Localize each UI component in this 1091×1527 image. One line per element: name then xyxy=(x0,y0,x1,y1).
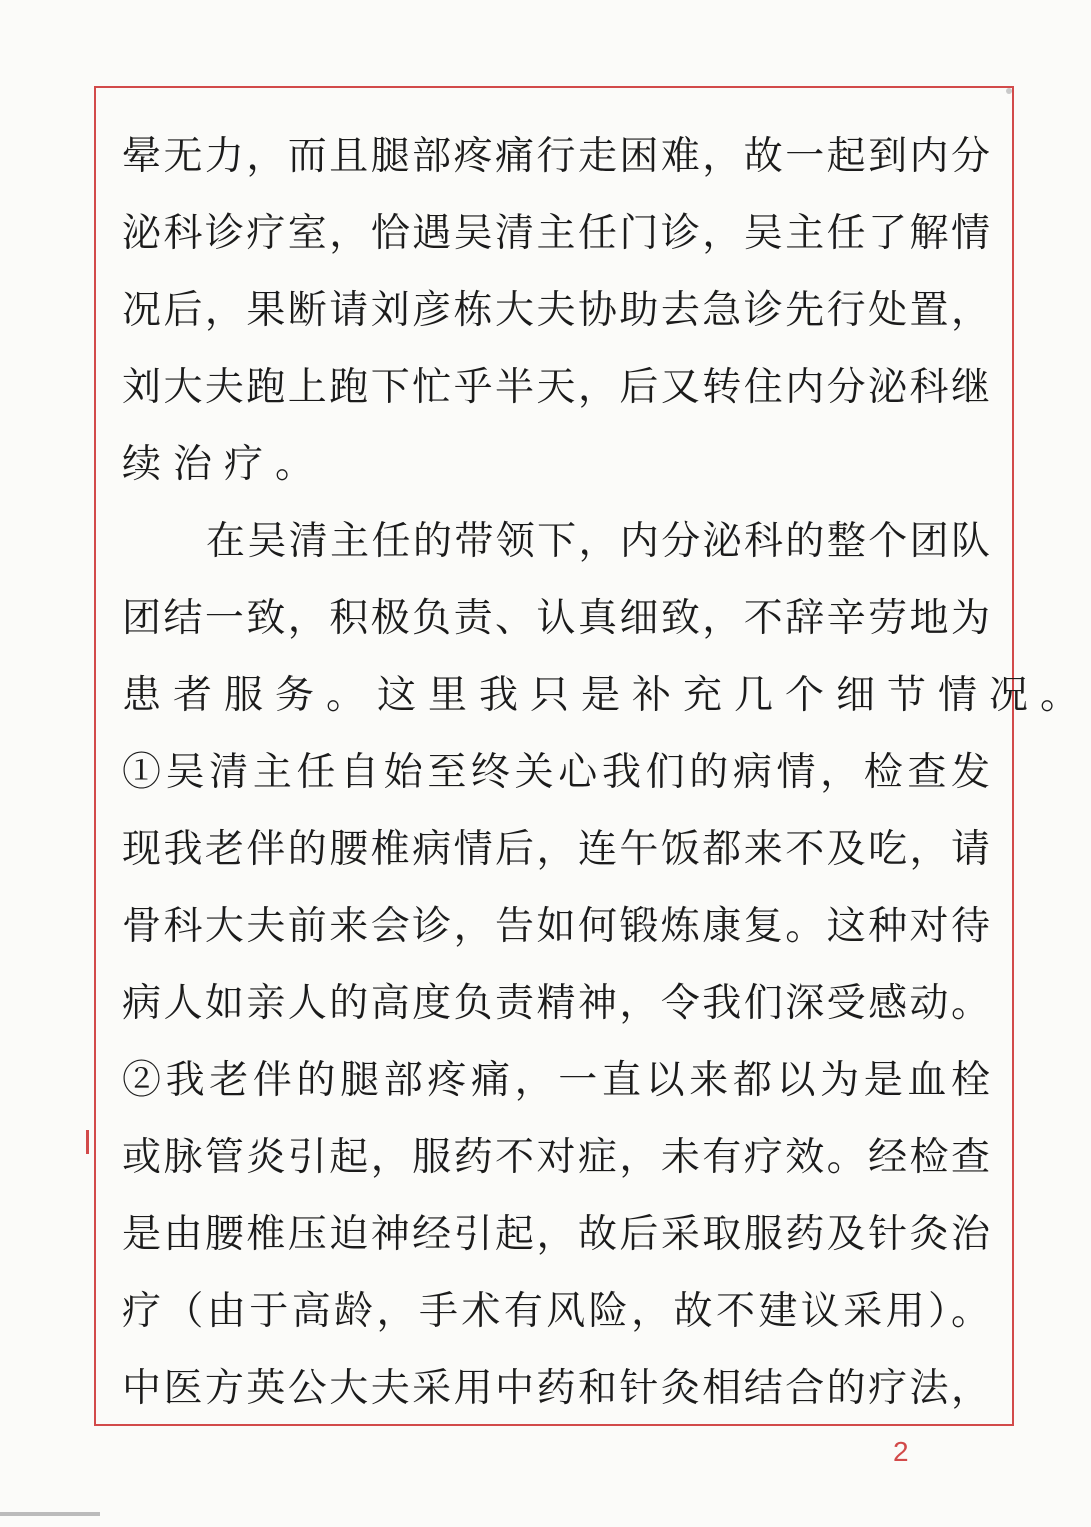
text-line: 是由腰椎压迫神经引起，故后采取服药及针灸治 xyxy=(122,1212,990,1257)
page-number: 2 xyxy=(893,1436,909,1467)
paragraph-start-line: 在吴清主任的带领下，内分泌科的整个团队 xyxy=(206,519,990,564)
text-line: 病人如亲人的高度负责精神，令我们深受感动。 xyxy=(122,981,990,1026)
text-line: 疗（由于高龄，手术有风险，故不建议采用）。 xyxy=(122,1289,990,1334)
handwritten-text-body xyxy=(122,118,1091,1427)
text-line: 刘大夫跑上跑下忙乎半天，后又转住内分泌科继 xyxy=(122,365,990,410)
text-line: 续治疗。 xyxy=(122,442,327,487)
text-line: 况后，果断请刘彦栋大夫协助去急诊先行处置， xyxy=(122,288,990,333)
text-line: 晕无力，而且腿部疼痛行走困难，故一起到内分 xyxy=(122,134,990,179)
numbered-item-line: ①吴清主任自始至终关心我们的病情，检查发 xyxy=(122,750,990,795)
text-line: 泌科诊疗室，恰遇吴清主任门诊，吴主任了解情 xyxy=(122,211,990,256)
frame-margin-tick xyxy=(86,1130,89,1154)
scan-edge-mark xyxy=(0,1512,100,1516)
text-line: 骨科大夫前来会诊，告如何锻炼康复。这种对待 xyxy=(122,904,990,949)
text-line: 团结一致，积极负责、认真细致，不辞辛劳地为 xyxy=(122,596,990,641)
text-line: 现我老伴的腰椎病情后，连午饭都来不及吃，请 xyxy=(122,827,990,872)
text-line: 中医方英公大夫采用中药和针灸相结合的疗法， xyxy=(122,1366,990,1411)
text-line: 患者服务。这里我只是补充几个细节情况。 xyxy=(122,673,1091,718)
text-line: 或脉管炎引起，服药不对症，未有疗效。经检查 xyxy=(122,1135,990,1180)
numbered-item-line: ②我老伴的腿部疼痛，一直以来都以为是血栓 xyxy=(122,1058,990,1103)
